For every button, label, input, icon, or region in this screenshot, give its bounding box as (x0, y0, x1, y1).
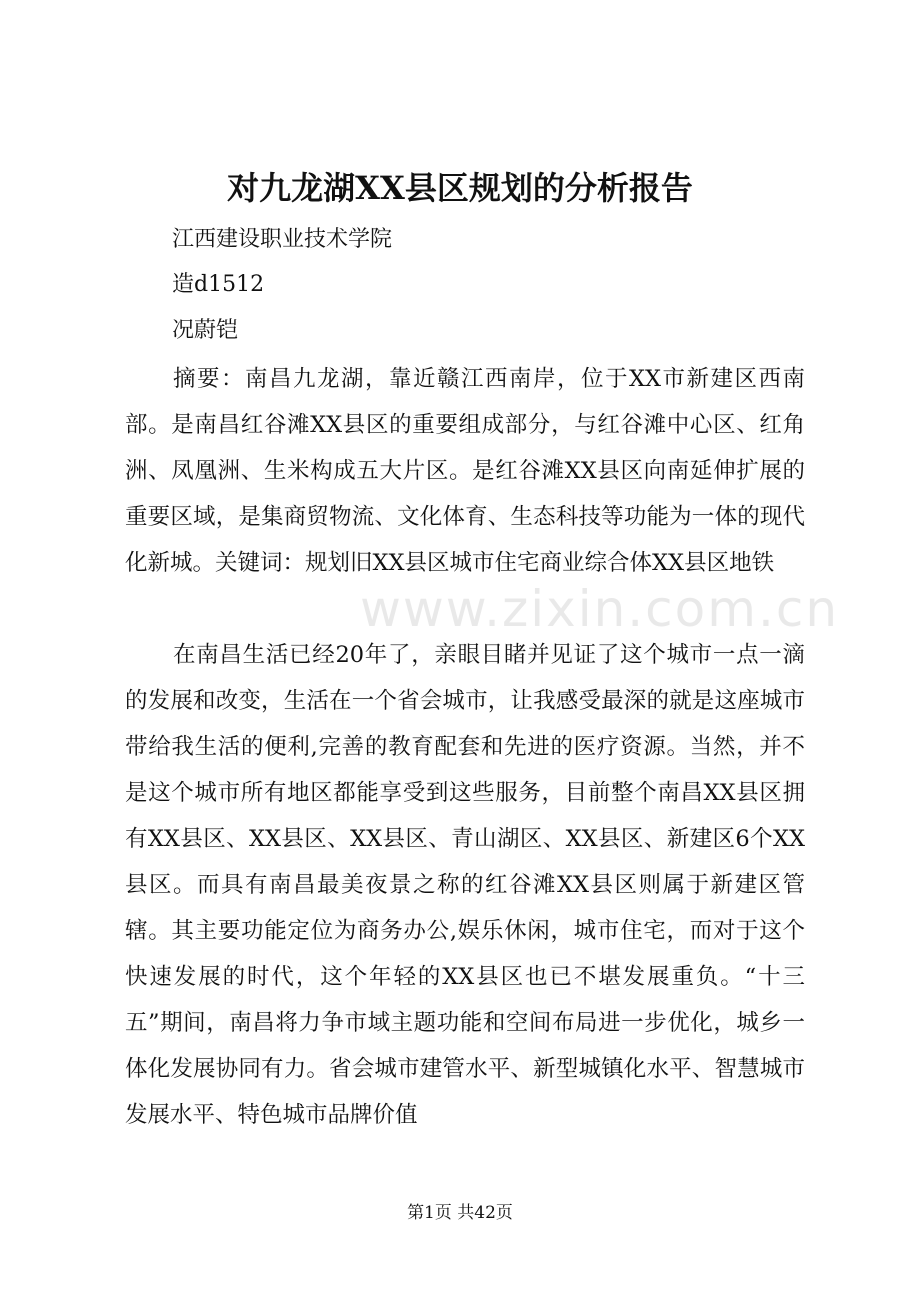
class-code: 造d1512 (172, 272, 265, 297)
page-number: 第1页 共42页 (407, 1203, 513, 1223)
author-name: 况蔚铠 (172, 318, 239, 343)
document-title: 对九龙湖XX县区规划的分析报告 (227, 169, 693, 207)
abstract-paragraph: 摘要：南昌九龙湖，靠近赣江西南岸，位于XX市新建区西南部。是南昌红谷滩XX县区的重要组成部分，与红谷滩中心区、红角洲、凤凰洲、生米构成五大片区。是红谷滩XX县区向南延伸扩展的重要区域，是集商贸物流、文化体育、生态科技等功能为一体的现代化新城。关键词：规划旧XX县区城市住宅商业综合体XX县区地铁 (125, 366, 805, 576)
body-paragraph: 在南昌生活已经20年了，亲眼目睹并见证了这个城市一点一滴的发展和改变，生活在一个省会城市，让我感受最深的就是这座城市带给我生活的便利,完善的教育配套和先进的医疗资源。当然，并不是这个城市所有地区都能享受到这些服务，目前整个南昌XX县区拥有XX县区、XX县区、XX县区、青山湖区、XX县区、新建区6个XX县区。而具有南昌最美夜景之称的红谷滩XX县区则属于新建区管辖。其主要功能定位为商务办公,娱乐休闲，城市住宅，而对于这个快速发展的时代，这个年轻的XX县区也已不堪发展重负。“十三五”期间，南昌将力争市域主题功能和空间布局进一步优化，城乡一体化发展协同有力。省会城市建管水平、新型城镇化水平、智慧城市发展水平、特色城市品牌价值 (125, 642, 805, 1128)
school-name: 江西建设职业技术学院 (172, 227, 393, 252)
watermark: www.zixin.com.cn (360, 580, 840, 638)
